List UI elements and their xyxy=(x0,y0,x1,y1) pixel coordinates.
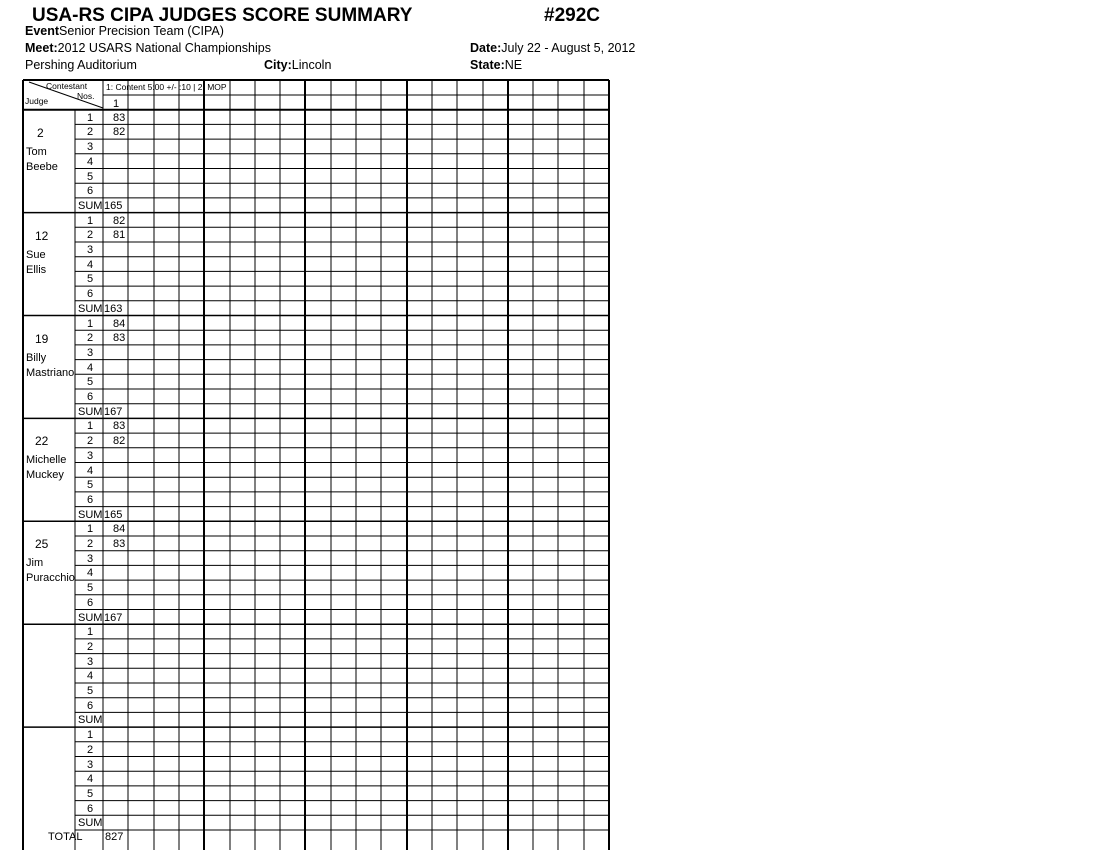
judge-number: 22 xyxy=(35,434,49,449)
event-label: Event xyxy=(25,24,60,38)
row-number: 2 xyxy=(87,229,94,242)
judge-last-name: Beebe xyxy=(26,160,58,173)
venue: Pershing Auditorium xyxy=(25,58,137,72)
city-value: Lincoln xyxy=(291,58,332,72)
sum-value: 167 xyxy=(104,611,123,624)
score-cell: 84 xyxy=(113,317,126,330)
row-number: 3 xyxy=(87,141,94,154)
row-number: 6 xyxy=(87,493,94,506)
row-number: 2 xyxy=(87,640,94,653)
sum-label: SUM xyxy=(78,817,103,830)
score-cell: 82 xyxy=(113,126,126,139)
judge-first-name: Michelle xyxy=(26,454,67,467)
row-number: 6 xyxy=(87,185,94,198)
row-number: 2 xyxy=(87,332,94,345)
row-number: 5 xyxy=(87,273,94,286)
row-number: 5 xyxy=(87,685,94,697)
row-number: 3 xyxy=(87,758,94,771)
row-number: 1 xyxy=(87,214,94,227)
sum-label: SUM xyxy=(78,714,103,727)
row-number: 1 xyxy=(87,111,94,124)
row-number: 4 xyxy=(87,464,94,477)
judge-number: 19 xyxy=(35,331,49,346)
row-number: 3 xyxy=(87,449,94,462)
contestant-number: 1 xyxy=(113,98,120,110)
total-label: TOTAL xyxy=(48,831,83,843)
sum-value: 167 xyxy=(104,405,123,418)
row-number: 3 xyxy=(87,244,94,256)
corner-contestant-label: Contestant xyxy=(46,81,88,91)
legend-text: 1: Content 5:00 +/- :10 | 2: MOP | xyxy=(106,82,231,92)
row-number: 5 xyxy=(87,376,94,389)
row-number: 2 xyxy=(87,538,94,550)
row-number: 4 xyxy=(87,670,94,683)
judge-last-name: Ellis xyxy=(26,263,47,276)
judge-last-name: Puracchio xyxy=(26,572,75,585)
score-cell: 83 xyxy=(113,332,126,345)
event-value: Senior Precision Team (CIPA) xyxy=(59,24,224,38)
row-number: 3 xyxy=(87,655,94,668)
sum-label: SUM xyxy=(78,405,103,418)
city-label: City: xyxy=(264,58,292,72)
row-number: 4 xyxy=(87,155,94,168)
sum-label: SUM xyxy=(78,508,103,521)
row-number: 4 xyxy=(87,361,94,374)
state-value: NE xyxy=(504,58,523,72)
row-number: 1 xyxy=(87,626,94,639)
row-number: 3 xyxy=(87,346,94,359)
score-cell: 83 xyxy=(113,111,126,124)
row-number: 2 xyxy=(87,435,94,448)
corner-nos-label: Nos. xyxy=(77,91,95,101)
meet-label: Meet: xyxy=(25,41,58,55)
row-number: 5 xyxy=(87,582,94,595)
row-number: 6 xyxy=(87,802,94,815)
form-number: #292C xyxy=(544,5,600,26)
judge-first-name: Tom xyxy=(26,145,47,158)
judge-last-name: Muckey xyxy=(26,469,64,482)
row-number: 2 xyxy=(87,126,94,139)
date-label: Date: xyxy=(470,41,502,55)
row-number: 5 xyxy=(87,479,94,492)
judge-first-name: Sue xyxy=(26,248,46,261)
row-number: 1 xyxy=(87,729,94,742)
row-number: 1 xyxy=(87,523,94,536)
score-cell: 81 xyxy=(113,229,126,242)
page-title: USA-RS CIPA JUDGES SCORE SUMMARY xyxy=(32,5,413,26)
row-number: 5 xyxy=(87,170,94,183)
total-value: 827 xyxy=(105,831,124,843)
score-cell: 84 xyxy=(113,523,126,536)
row-number: 2 xyxy=(87,743,94,756)
row-number: 6 xyxy=(87,391,94,403)
sum-label: SUM xyxy=(78,199,103,212)
row-number: 6 xyxy=(87,699,94,712)
row-number: 6 xyxy=(87,288,94,301)
row-number: 5 xyxy=(87,787,94,800)
sum-label: SUM xyxy=(78,611,103,624)
row-number: 1 xyxy=(87,420,94,433)
row-number: 1 xyxy=(87,317,94,330)
judge-first-name: Jim xyxy=(26,557,44,570)
score-cell: 83 xyxy=(113,420,126,433)
judge-number: 12 xyxy=(35,228,49,243)
row-number: 6 xyxy=(87,596,94,609)
row-number: 4 xyxy=(87,258,94,271)
date-value: July 22 - August 5, 2012 xyxy=(501,41,636,55)
score-cell: 82 xyxy=(113,435,126,448)
sum-value: 163 xyxy=(104,302,123,315)
row-number: 4 xyxy=(87,773,94,786)
judge-last-name: Mastriano xyxy=(26,366,75,379)
meet-value: 2012 USARS National Championships xyxy=(57,41,271,55)
judge-number: 2 xyxy=(37,125,44,140)
score-cell: 83 xyxy=(113,538,126,550)
judge-first-name: Billy xyxy=(26,351,47,364)
judge-number: 25 xyxy=(35,537,49,552)
state-label: State: xyxy=(470,58,505,72)
sum-value: 165 xyxy=(104,508,123,521)
row-number: 4 xyxy=(87,567,94,580)
score-cell: 82 xyxy=(113,214,126,227)
corner-judge-label: Judge xyxy=(25,96,49,106)
sum-label: SUM xyxy=(78,302,103,315)
sum-value: 165 xyxy=(104,199,123,212)
row-number: 3 xyxy=(87,552,94,565)
